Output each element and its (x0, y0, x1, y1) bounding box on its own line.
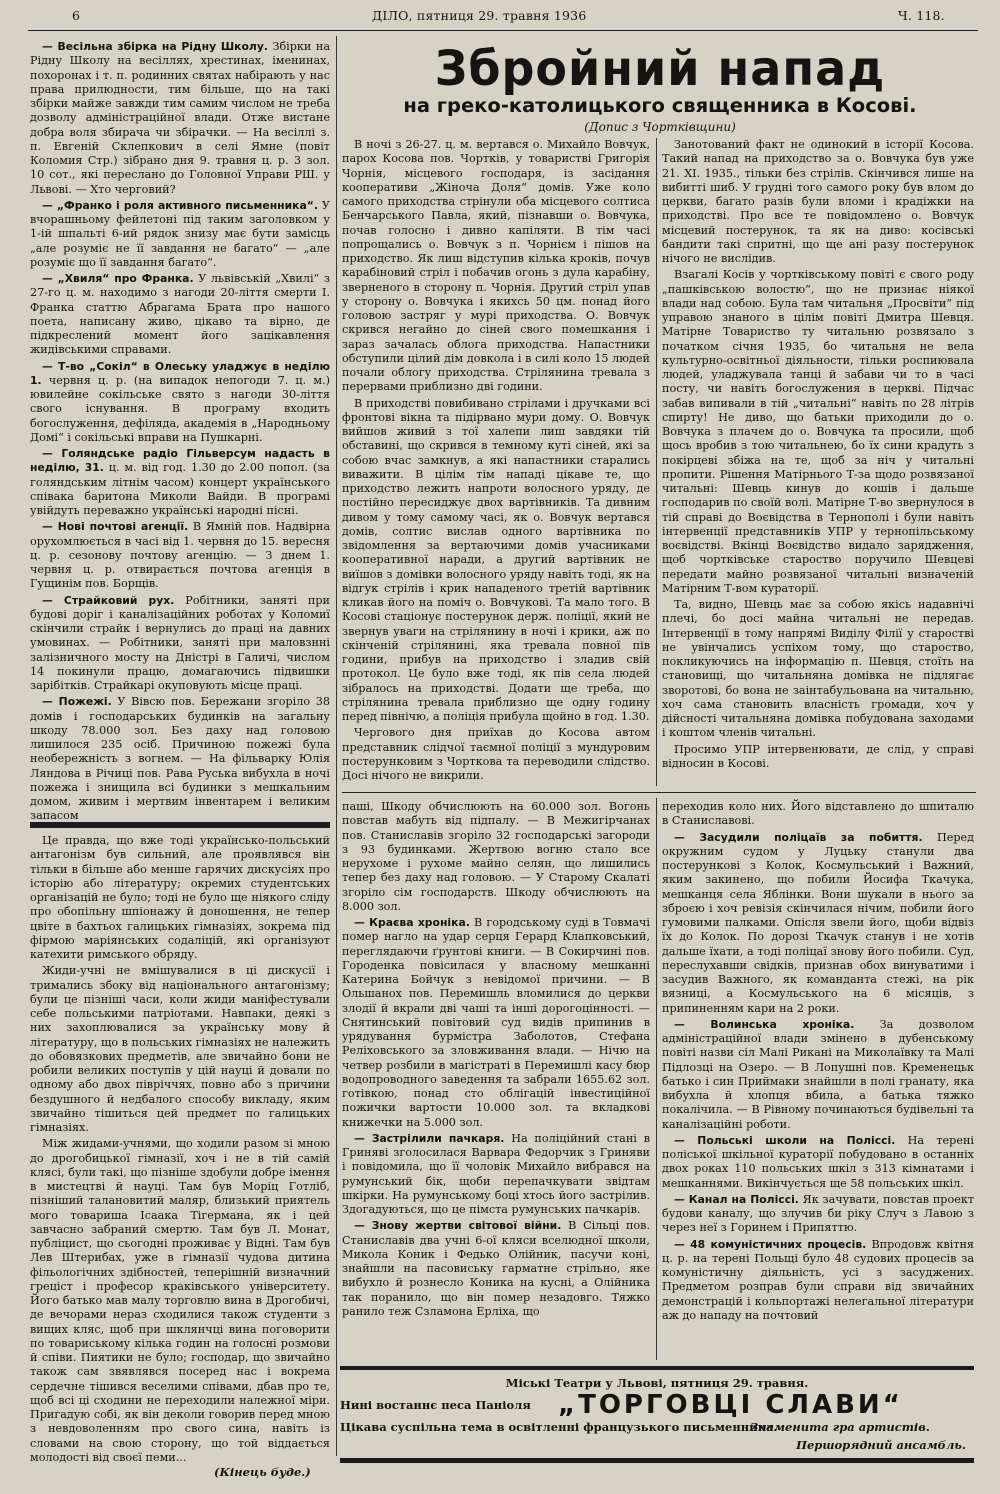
column-rule (656, 798, 657, 1360)
theatre-line-1: Нині востаннє песа Паніоля (340, 1398, 531, 1412)
left-column-notices (30, 40, 331, 823)
news-column-middle (342, 800, 650, 1360)
news-item: — Польські школи на Поліссі. На терені поліської шкільної кураторії побудовано в останніх двох роках 110 польських шкіл з 313 кімнатами і мешканнями. Викінчується ще 58 польських шкіл. (662, 1133, 974, 1190)
article-headline: Збройний напад (434, 39, 886, 97)
article-bottom-rule (342, 792, 976, 793)
notice: — Голяндське радіо Гільверсум надасть в неділю, 31. ц. м. від год. 1.30 до 2.00 попол. (за голяндським літнім часом) концерт українського співака баритона Миколи Вайди. В програмі увійдуть переважно українські народні пісні. (30, 447, 330, 517)
to-be-continued: (Кінець буде.) (214, 1465, 311, 1479)
feuilleton-column (30, 834, 330, 1462)
news-item: — Краєва хроніка. В городському суді в Товмачі помер нагло на удар серця Герард Клапковський, переглядаючи ґрунтові книги. — В Сокирчині пов. Городенка повісилася у власному мешканні Катерина Бойчук з невідомої причини. — В Ольшанох пов. Перемишль вломилися до церкви злодії й вкрали дві чаші та інші дорогоцінності. — Снятинський повітовий суд видів припинив в урядування бурмістра Заболотов, Стефана Реліховського за зловживання влади. — Нічю на четвер розбили в магістраті в Перемишлі касу бюр водопроводного заведення та забрали 1655.62 зол. готівкою, понад сто облігацій інвестиційної пожички вартости 10.000 зол. та вкладкові книжечки на 5.000 зол. (342, 916, 650, 1129)
news-item: — Засудили поліцаїв за побиття. Перед окружним судом у Луцьку станули два постерункові з Колок, Космульський і Важний, яким закинено, що побили Йосифа Ткачука, мешканця села Яблінки. Вони шукали в нього за зброєю і хоч ревізія скінчилася нічим, побили його гумовими палками. Опісля звели його, щоби відвіз їх до Колок. По дорозі Ткачук станув і не хотів дальше їхати, а тоді поліцаї знову його побили. Суд, переслухавши свідків, признав обох винуватими і засудив Важного, як команданта стежі, на рік вязниці, а Космульського на 6 місяців, з припиненням кари на 2 роки. (662, 830, 974, 1015)
notice: — Т-во „Сокіл“ в Олеську уладжує в неділю 1. червня ц. р. (на випадок непогоди 7. ц. м.) ювилейне сокільське свято з нагоди 30-ліття свого існування. В програму входить богослуження, дефіляда, академія в „Народньому Домі“ і сокільські вправи на Пушкарні. (30, 359, 330, 444)
feuilleton-paragraph: Це правда, що вже тоді українсько-польський антагонізм був сильний, але проявлявся він тільки в більше або менше гарячих дискусіях про історію або літературу; окремих студентських організацій не було; тоді не було ще ніякого сліду про обопільну шпіонажу й доношення, не тепер цвіте в бахтьох галицьких гімназіях, зокрема під фірмою маріянських содаліцій, які організуют катехити римського обряду. (30, 834, 330, 961)
notice: — Весільна збірка на Рідну Школу. Збірки на Рідну Школу на весіллях, хрестинах, іменинах, похоронах і т. п. родинних святах набірають у нас права прилюдности, тим більше, що на такі збірки майже завжди тим самим числом не треба дозволу адміністраційної влади. Отже вистане добра воля збирача чи збірачки. — На весіллі з. п. Евгеній Склепкович в селі Ямне (повіт Коломия Стр.) зібрано дня 9. травня ц. р. 3 зол. 10 сот., які переслано до Головної Управи РШ. у Львові. — Хто черговий? (30, 40, 330, 196)
news-item: — Знову жертви світової війни. В Сільці пов. Станиславів два учні 6-ої кляси вселюдної школи, Микола Коник і Федько Олійник, пасучи коні, знайшли на пасовиську гарматне стрільно, яке вибухло й рознесло Коника на кусні, а Олійника так поранило, що він помер незадовго. Тяжко ранило теж Сзламона Ерліха, що (342, 1219, 650, 1318)
feuilleton-paragraph: Жиди-учні не вмішувалися в ці дискусії і тримались збоку від національного антагонізму; були це пізніші часи, коли жиди маніфестували себе польськими патріотами. Навпаки, деякі з них захоплювалися за українську мову й літературу, що в польських гімназіях не належить до обовязкових предметів, але звичайно бони не робили великих поступів у цій науці й довали по одному або двох півріччях, повно або з причини бездушного й недбалого способу викладу, яким звичайно тішиться цей предмет по галицьких гімназіях. (30, 964, 330, 1134)
article-paragraph: В ночі з 26-27. ц. м. вертався о. Михайло Вовчук, парох Косова пов. Чортків, у товаристві Григорія Чорнія, місцевого господаря, із засідання кооперативи „Жіноча Доля“ домів. Уже коло самого приходства стрінули оба місцевого солтиса Бенчарського Павла, який, пізнавши о. Вовчука, почав голосно і дивно капіляти. В тім часі попрощались о. Вовчук з п. Чорнієм і пішов на приходство. Як лиш відступив кілька кроків, почув карабіновий стріл і побачив огонь з дула карабіну, зверненого в сторону п. Чорнія. Другий стріл упав у сторону о. Вовчука і якихсь 50 цм. понад його головою застряг у мурі приходства. О. Вовчук скрився негайно до сіней свого помешкання і зараз зачалась облога приходства. Напастники обступили цілий дім довкола і в силі коло 15 людей почали облогу приходства. Стрілянина тревала з перервами приблизно дві години. (342, 138, 650, 394)
news-item: — Застрілили пачкаря. На поліційний стані в Гриняві зголосилася Варвара Федорчик з Гриняви і повідомила, що її чоловік Михайло вибрався на румунський бік, щоби перепачкувати звідтам шкірки. На румунському боці хтось його застрілив. Здогадуються, що це пімста румунських пачкарів. (342, 1131, 651, 1216)
column-rule (336, 36, 337, 1456)
theatre-date-line: Міські Театри у Львові, пятниця 29. травня. (505, 1376, 809, 1390)
theatre-play-title: „ТОРГОВЦІ СЛАВИ“ (558, 1390, 903, 1420)
header-rule (28, 30, 978, 31)
article-column-1 (342, 138, 650, 786)
theatre-line-2: Цікава суспільна тема в освітленні французького письменника. (340, 1420, 778, 1434)
article-byline: (Допис з Чортківщини) (584, 120, 736, 134)
issue-number: Ч. 118. (898, 8, 945, 23)
column-rule (656, 138, 657, 786)
article-paragraph: Чергового дня приїхав до Косова автом представник слідчої таємної поліції з мундуровим постерунковим з Чорткова та переводили слідство. Досі нічого не викрили. (342, 726, 650, 782)
feuilleton-rule (30, 822, 330, 828)
theatre-line-4: Першорядний ансамбль. (796, 1438, 966, 1452)
theatre-advertisement (340, 1366, 974, 1463)
news-item: паші, Шкоду обчислюють на 60.000 зол. Вогонь повстав мабуть від підпалу. — В Межигірчанах пов. Станиславів згоріло 32 господарські загороди з 93 будинками. Жертвою вогню стало все нерухоме і рухоме майно селян, що лишились тепер без даху над головою. — У Старому Скалаті згоріло сім господарств. Шкоду обчислюють на 8.000 зол. (342, 800, 650, 913)
article-paragraph: Взагалі Косів у чортківському повіті є свого роду „пашківською волостю“, що не признає ніякої влади над собою. Була там читальня „Просвіти“ під управою знаного в цілім повіті Дмитра Шевця. Матірне Товариство ту читальню розвязало з початком січня 1935, бо читальня не вела культурно-освітньої діяльности, тільки роспиювала людей, уладжувала танці й забави чи то в часі посту, чи навіть богослужения в церкві. Підчас забав випивали в тій „читальні“ навіть по 28 літрів спирту! Не диво, що батьки приходили до о. Вовчука з плачем до о. Вовчука та просили, щоб щось вробив з тою читальнею, бо їх сини крадуть з покірцеві збіжа на те, щоб за ніч у читальні пропити. Рішення Матірнього Т-за щодо розвязаної читальні: Шевць кинув до кошів і дальше господарив по своїй волі. Матірне Т-во звернулося в тій справі до Воєвідства в Тернополі і були навіть інтервенції представників УПР у тернопільському воєвідстві. Вкінці Воєвідство видало зарядження, щоб чортківське староство поручило Шевцеві передати майно розвязаної читальні визначеній Матірним Т-вом кураторії. (662, 268, 974, 595)
article-column-2 (662, 138, 974, 786)
page-number: 6 (72, 8, 81, 23)
article-paragraph: Занотований факт не одинокий в історії Косова. Такий напад на приходство за о. Вовчука був уже 21. XI. 1935., тільки без стрілів. Скінчився лише на вибитті шиб. У грудні того самого року був влом до церкви, багато разів були вломи і крадіжки на приходстві. Про все те повідомлено о. Вовчук місцевий постерунок, та як на диво: косівські бандити такі спритні, що ще ані разу постерунок нічого не вислідив. (662, 138, 974, 265)
news-item: переходив коло них. Його відставлено до шпиталю в Станиславові. (662, 800, 974, 828)
notice: — Нові почтові агенції. В Ямній пов. Надвірна орухомлюється в часі від 1. червня до 15. вересня ц. р. сезонову почтову агенцію. — З днем 1. червня ц. р. отвирається почтова агенція в Гущинім пов. Борщів. (30, 520, 330, 591)
notice: — Страйковий рух. Робітники, заняті при будові доріг і каналізаційних роботах у Коломиї скінчили страйк і вернулись до праці на давних умовинах. — Робітники, заняті при маловзнні залізничного мосту на Дністрі в Галичі, числом 14 покинули працю, домагаючись підвишки зарібітків. Страйкарі окуповують місце праці. (30, 593, 330, 692)
article-paragraph: Просимо УПР інтервенювати, де слід, у справі відносин в Косові. (662, 742, 974, 770)
article-subheadline: на греко-католицького священника в Косові. (403, 94, 917, 117)
news-column-right (662, 800, 974, 1360)
news-item: — 48 комуністичних процесів. Впродовж квітня ц. р. на терені Польщі було 48 судових процесів за комуністичну діяльність, усі з засуджених. Предметом розправ були справи від звичайних демонстрацій і кольпортажі нелегальної літератури аж до нападу на почтовий (662, 1237, 974, 1322)
masthead: ДІЛО, пятниця 29. травня 1936 (372, 8, 587, 23)
article-paragraph: В приходстві повибивано стрілами і дручками всі фронтові вікна та підірвано мури дому. О. Вовчук вийшов живий з тої халепи лиш завдяки тій обставині, що скрився в темному куті сіней, які за собою вчас замкнув, а які напастники старались виважити. В цілім тім нападі цікаве те, що приходство лежить напроти волосного уряду, де постійно пересиджує двох вартівників. Та дивним дивом у тому самому часі, як о. Вовчук вертався домів, солтис вислав одного вартівника по звідомлення за вертаючими домів учасниками кооперативної наради, а другий вартівник не виїшов з домівки волосного уряду навіть тоді, як на відгук стрілів і крик нападеного третій вартівник кликав його на поміч о. Вовчукові. Та мало того. В Косові стаціонує постерунок держ. поліції, який не звернув уваги на стрілянину в ночі і крики, аж по скінченій стрілянині, яка тревала повної пів години, прибув на приходство і зладив свій протокол. Це було вже тоді, як пів села людей зібралось на приходстві. Додати ще треба, що стрілянина тревала приблизно ще одну годину перед північю, а поліція прибула щойно в год. 1.30. (342, 396, 650, 723)
theatre-line-3: Знаменита гра артистів. (750, 1420, 930, 1434)
notice: — „Хвиля“ про Франка. У львівській „Хвилі“ з 27-го ц. м. находимо з нагоди 20-ліття смерти І. Франка статтю Абрагама Брата про нашого поета, написану живо, цікаво та вірно, де підкреслений момент його зацікавлення жидівськими справами. (30, 272, 330, 357)
article-paragraph: Та, видно, Шевць має за собою якісь надавнічі плечі, бо досі майна читальні не передав. Інтервенції в тому напрямі Виділу Філії у старостві не увінчались успіхом тому, що староство, покликуючись на інформацію п. Шевця, стоїть на становищі, що читальняна домівка не підлягає зворотові, бо вона не заінтабульована на читальню, хоч сама становить власність громади, хоч у дійсності читальняна домівка побудована заходами і коштом членів читальні. (662, 598, 974, 740)
notice: — Пожежі. У Вівсю пов. Бережани згоріло 38 домів і господарських будинків на загальну шкоду 78.000 зол. Без даху над головою лишилося 235 осіб. Причиною пожежі була необережність з вогнем. — На фільварку Юлія Ляндова в Річиці пов. Рава Руська вибухла в ночі пожежа і знищила всі будинки з мешкальним домом, живим і мертвим інвентарем і великим запасом (30, 695, 331, 823)
news-item: — Канал на Поліссі. Як зачувати, повстав проект будови каналу, що злучив би ріку Случ з Лавою з через неї з Горинем і Припяттю. (662, 1192, 975, 1235)
news-item: — Волинська хроніка. За дозволом адміністраційної влади змінено в дубенському повіті назви сіл Малі Рикані на Миколаївку та Малі Підлозці на Озеро. — В Лопушні пов. Кременецьк батько і син Приймаки знайшли в полі гранату, яка вибухла й хлопця вбила, а батька тяжко покалічила. — В Рівному починаються будівельні та каналізаційні роботи. (662, 1017, 974, 1131)
notice: — „Франко і роля активного письменника“. У вчорашньому фейлетоні під таким заголовком у 1-ій шпальті 6-ий рядок знизу має бути замісць „але розуміє не її завдання не багато“ — „але розуміє що її завдання багато“. (30, 198, 330, 269)
feuilleton-paragraph: Між жидами-учнями, що ходили разом зі мною до дрогобицької гімназії, хоч і не в тій самій клясі, були такі, що пізніше здобули добре імення в мистецтві й науці. Там був Моріц Готліб, пізніший талановитий маляр, близький приятель мого товариша Ісаака Тігермана, як і цей завчасно забраний смертю. Там був Л. Монат, публіцист, що сьогодні проживає у Відні. Там був Лев Штерибах, уже в гімназії чудова дитина фільологічних здібностей, теперішній визначний греціст і професор краківського університету. Його батько мав малу торговлю вина в Дрогобичі, де вечорами нераз сходилися також студенти з вищих кляс, щоб при шклянчці вина поговорити по товариському кілька годин на голосні розмови й співи. Пиятики не було; господар, що звичайно також сам звявлявся посеред нас і вокрема сердечне тішився веселими співами, дбав про те, щоб всі ці сходини не переходили належної міри. Пригадую собі, як він деколи говорив перед мною з невдоволенням про свого сина, навіть із словами на свою сторону, що той віддається молодості від своєї пеми... (30, 1137, 330, 1464)
